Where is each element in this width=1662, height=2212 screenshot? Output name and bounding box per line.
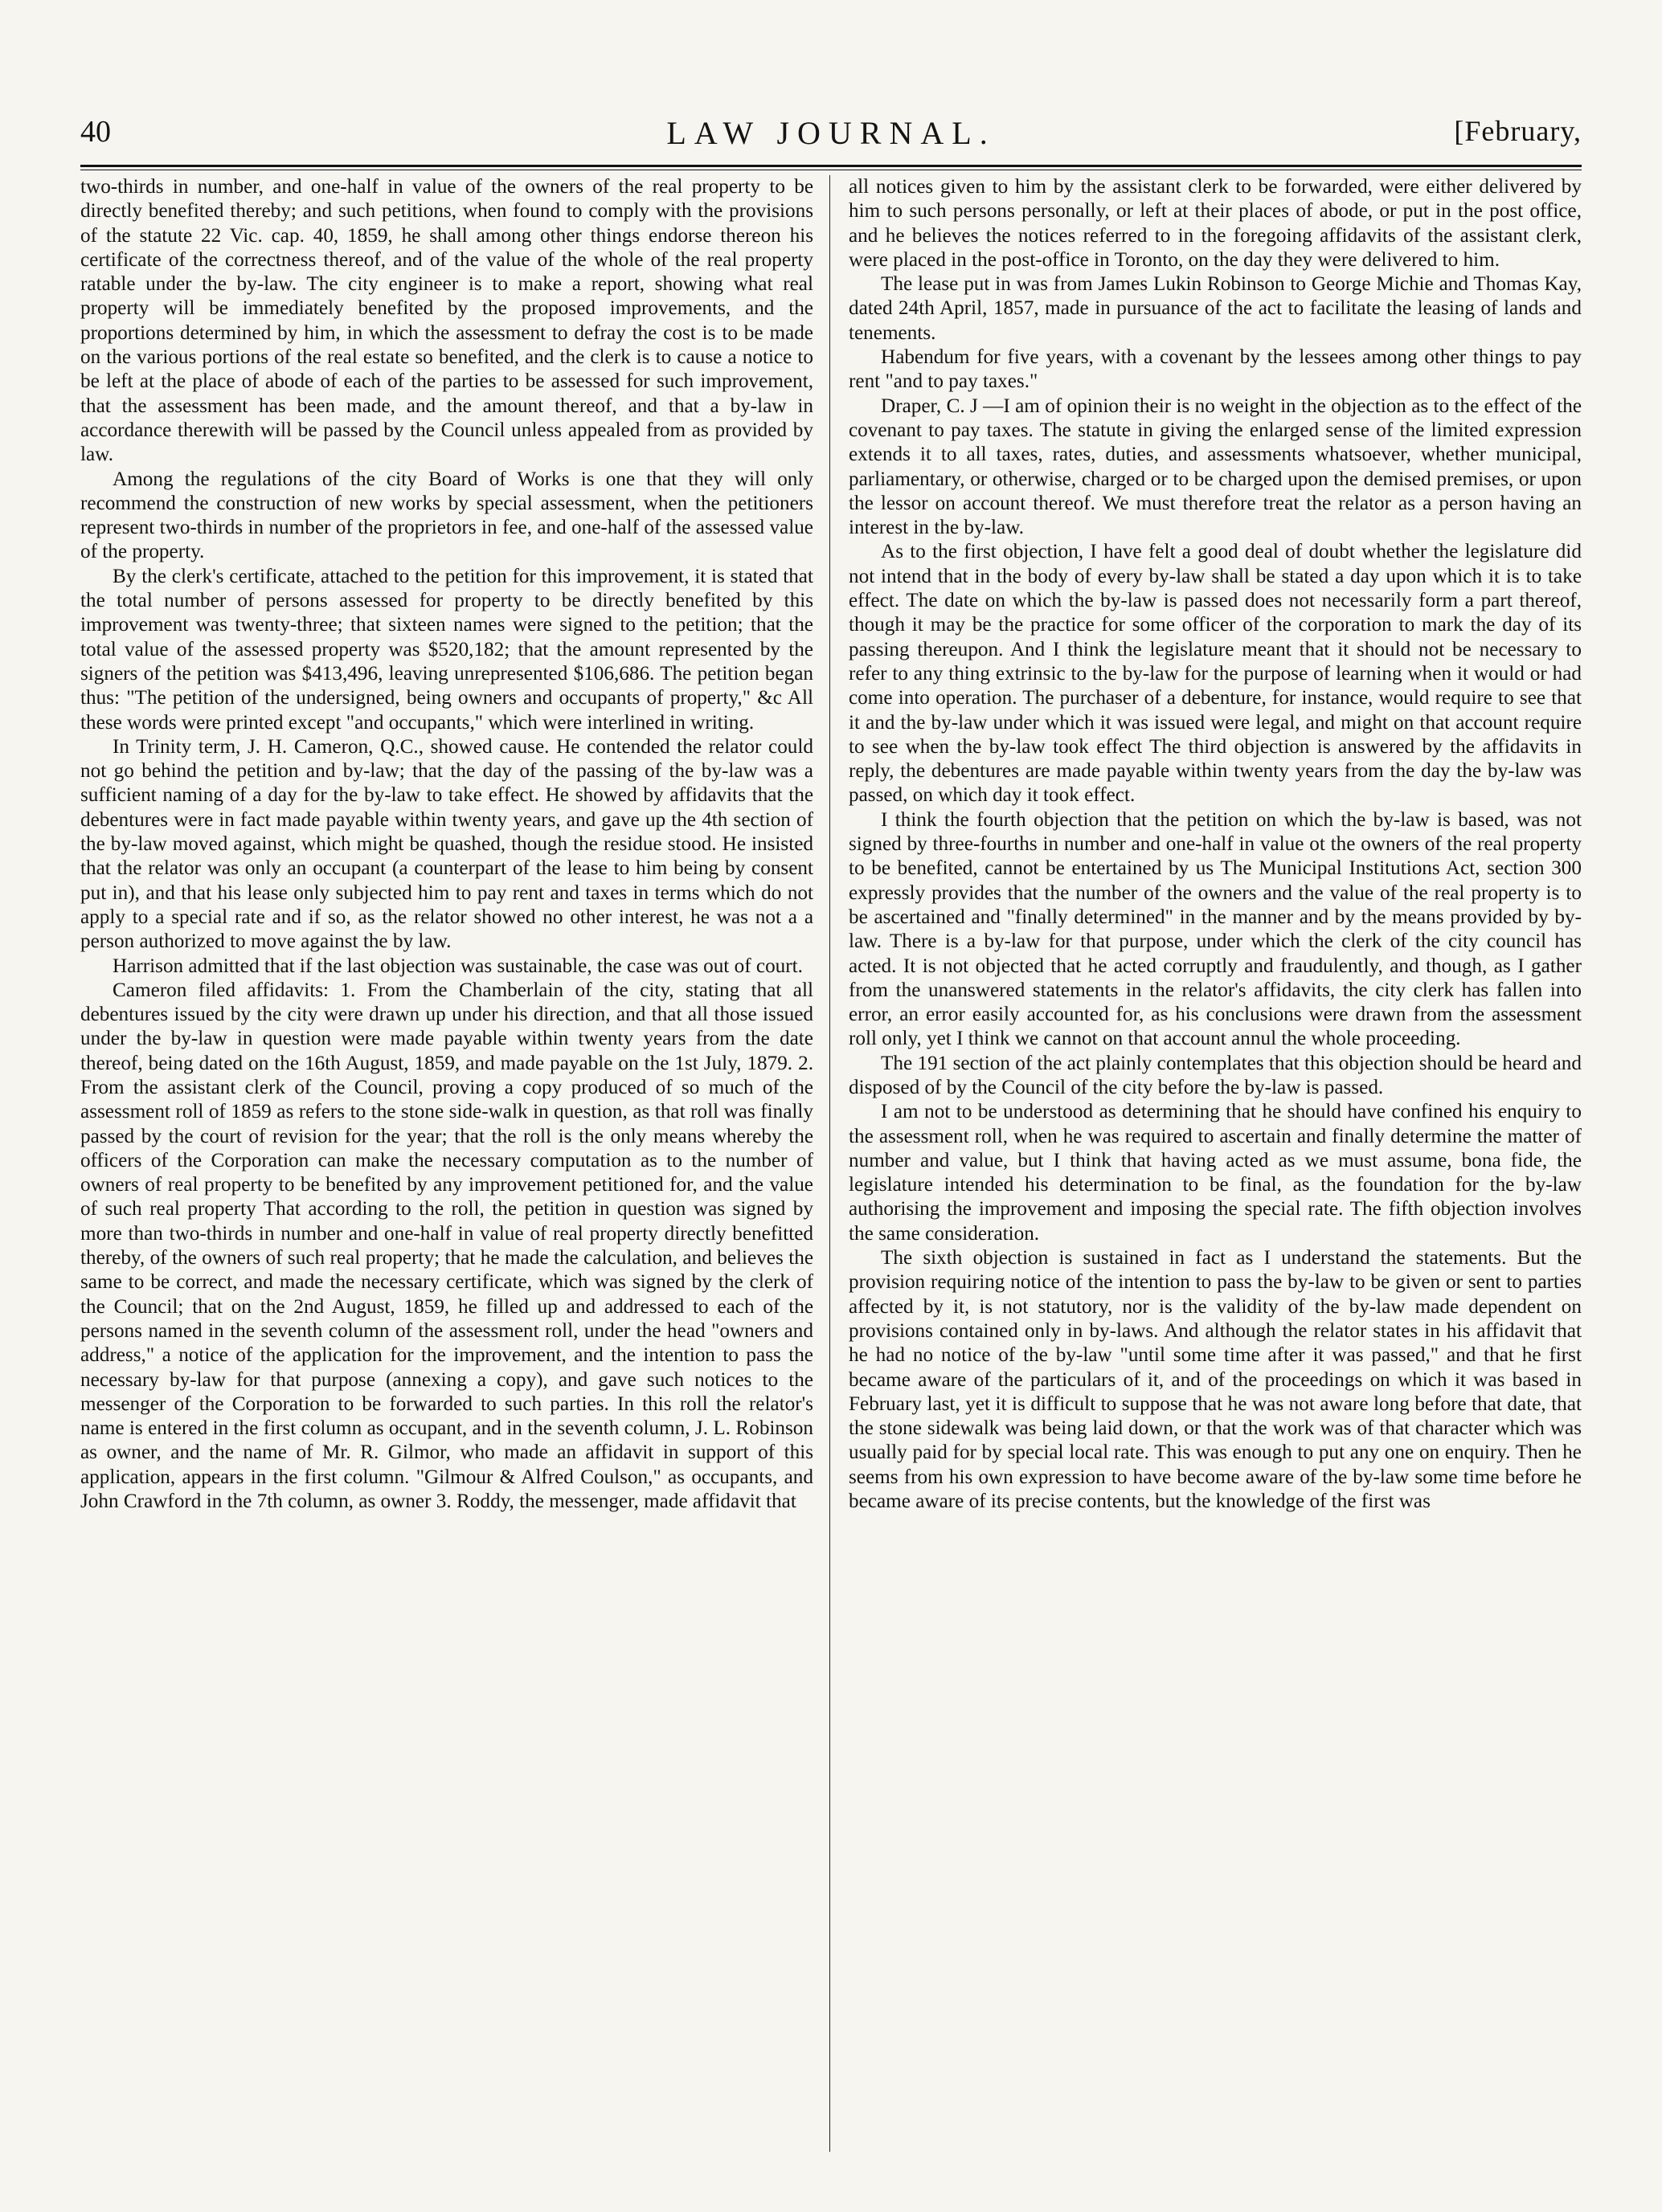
journal-title: LAW JOURNAL. — [666, 115, 996, 151]
paragraph: Habendum for five years, with a covenant by the lessees among other things to pay rent "and to pay taxes." — [849, 346, 1582, 393]
paragraph: Cameron filed affidavits: 1. From the Chamberlain of the city, stating that all debentures issued by the city were drawn up under his direction, and that all those issued under the by-law in question were made payable within twenty years from the date thereof, being dated on the 16th August, 1859, and made payable on the 1st July, 1879. 2. From the assistant clerk of the Council, proving a copy produced of so much of the assessment roll of 1859 as refers to the stone side-walk in question, as that roll was finally passed by the court of revision for the year; that the roll is the only means whereby the officers of the Corporation can make the necessary computation as to the number of owners of real property to be benefited by any improvement petitioned for, and the value of such real property That according to the roll, the petition in question was signed by more than two-thirds in number and one-half in value of real property directly benefitted thereby, of the owners of such real property; that he made the calculation, and believes the same to be correct, and made the necessary certificate, which was signed by the clerk of the Council; that on the 2nd August, 1859, he filled up and addressed to each of the persons named in the seventh column of the assessment roll, under the head "owners and address," a notice of the application for the improvement, and the intention to pass the necessary by-law for that purpose (annexing a copy), and gave such notices to the messenger of the Corporation to be forwarded to such parties. In this roll the relator's name is entered in the first column as occupant, and in the seventh column, J. L. Robinson as owner, and the name of Mr. R. Gilmor, who made an affidavit in support of this application, appears in the first column. "Gilmour & Alfred Coulson," as occupants, and John Crawford in the 7th column, as owner 3. Roddy, the messenger, made affidavit that — [80, 979, 813, 1513]
paragraph: I think the fourth objection that the petition on which the by-law is based, was not signed by three-fourths in number and one-half in value ot the owners of the real property to be benefited, cannot be entertained by us The Municipal Institutions Act, section 300 expressly provides that the number of the owners and the value of the real property is to be ascertained and "finally determined" in the manner and by the means provided by by-law. There is a by-law for that purpose, under which the clerk of the city council has acted. It is not objected that he acted corruptly and fraudulently, and though, as I gather from the unanswered statements in the relator's affidavits, the city clerk has fallen into error, an error easily accounted for, as his conclusions were drawn from the assessment roll only, yet I think we cannot on that account annul the whole proceeding. — [849, 808, 1582, 1050]
paragraph: Among the regulations of the city Board of Works is one that they will only recommend the construction of new works by special assessment, when the petitioners represent two-thirds in number of the proprietors in fee, and one-half of the assessed value of the property. — [80, 468, 813, 563]
left-column — [80, 175, 813, 1514]
header-rule — [80, 165, 1582, 170]
column-divider — [829, 175, 830, 2152]
paragraph: I am not to be understood as determining that he should have confined his enquiry to the assessment roll, when he was required to ascertain and finally determine the matter of number and value, but I think that having acted as we must assume, bona fide, the legislature intended his determination to be final, as the foundation for the by-law authorising the improvement and imposing the special rate. The fifth objection involves the same consideration. — [849, 1101, 1582, 1245]
paragraph: The sixth objection is sustained in fact as I understand the statements. But the provision requiring notice of the intention to pass the by-law to be given or sent to parties affected by it, is not statutory, nor is the validity of the by-law made dependent on provisions contained only in by-laws. And although the relator states in his affidavit that he had no notice of the by-law "until some time after it was passed," and that he first became aware of the particulars of it, and of the proceedings on which it was based in February last, yet it is difficult to suppose that he was not aware long before that date, that the stone sidewalk was being laid down, or that the work was of that character which was usually paid for by special local rate. This was enough to put any one on enquiry. Then he seems from his own expression to have become aware of the by-law some time before he became aware of its precise contents, but the knowledge of the first was — [849, 1247, 1582, 1513]
paragraph: Harrison admitted that if the last objection was sustainable, the case was out of court. — [113, 955, 803, 977]
text-columns — [80, 175, 1582, 2164]
paragraph: two-thirds in number, and one-half in value of the owners of the real property to be directly benefited thereby; and such petitions, when found to comply with the provisions of the statute 22 Vic. cap. 40, 1859, he shall among other things endorse thereon his certificate of the correctness thereof, and of the value of the whole of the real property ratable under the by-law. The city engineer is to make a report, showing what real property will be immediately benefited by the proposed improvements, and the proportions determined by him, in which the assessment to defray the cost is to be made on the various portions of the real estate so benefited, and the clerk is to cause a notice to be left at the place of abode of each of the parties to be assessed for such improvement, that the assessment has been made, and the amount thereof, and that a by-law in accordance therewith will be passed by the Council unless appealed from as provided by law. — [80, 176, 813, 466]
paragraph: Draper, C. J —I am of opinion their is no weight in the objection as to the effect of the covenant to pay taxes. The statute in giving the enlarged sense of the limited expression extends it to all taxes, rates, duties, and assessments whatsoever, whether municipal, parliamentary, or otherwise, charged or to be charged upon the demised premises, or upon the lessor on account thereof. We must therefore treat the relator as a person having an interest in the by-law. — [849, 395, 1582, 539]
paragraph: By the clerk's certificate, attached to the petition for this improvement, it is stated that the total number of persons assessed for property to be directly benefited by this improvement was twenty-three; that sixteen names were signed to the petition; that the total value of the assessed property was $520,182; that the amount represented by the signers of the petition was $413,496, leaving unrepresented $106,686. The petition began thus: "The petition of the undersigned, being owners and occupants of property," &c All these words were printed except "and occupants," which were interlined in writing. — [80, 565, 813, 734]
paragraph: In Trinity term, J. H. Cameron, Q.C., showed cause. He contended the relator could not go behind the petition and by-law; that the day of the passing of the by-law was a sufficient naming of a day for the by-law to take effect. He showed by affidavits that the debentures were in fact made payable within twenty years, and gave up the 4th section of the by-law moved against, which might be quashed, though the residue stood. He insisted that the relator was only an occupant (a counterpart of the lease to him being by consent put in), and that his lease only subjected him to pay rent and taxes in terms which do not apply to a special rate and if so, as the relator showed no other interest, he was not a a person authorized to move against the by law. — [80, 735, 813, 953]
paragraph: As to the first objection, I have felt a good deal of doubt whether the legislature did not intend that in the body of every by-law shall be stated a day upon which it is to take effect. The date on which the by-law is passed does not necessarily form a part thereof, though it may be the practice for some officer of the corporation to mark the day of its passing thereupon. And I think the legislature meant that it should not be necessary to refer to any thing extrinsic to the by-law for the purpose of learning when it would or had come into operation. The purchaser of a debenture, for instance, would require to see that it and the by-law under which it was issued were legal, and might on that account require to see when the by-law took effect The third objection is answered by the affidavits in reply, the debentures are made payable within twenty years from the day the by-law was passed, on which day it took effect. — [849, 541, 1582, 807]
page-header — [80, 114, 1582, 159]
running-head: [February, — [1454, 115, 1582, 147]
right-column — [849, 175, 1582, 1514]
paragraph: all notices given to him by the assistant clerk to be forwarded, were either delivered by him to such persons personally, or left at their places of abode, or put in the post office, and he believes the notices referred to in the foregoing affidavits of the assistant clerk, were placed in the post-office in Toronto, on the day they were delivered to him. — [849, 176, 1582, 271]
paragraph: The 191 section of the act plainly contemplates that this objection should be heard and disposed of by the Council of the city before the by-law is passed. — [849, 1052, 1582, 1098]
paragraph: The lease put in was from James Lukin Robinson to George Michie and Thomas Kay, dated 24th April, 1857, made in pursuance of the act to facilitate the leasing of lands and tenements. — [849, 273, 1582, 344]
page-number: 40 — [80, 115, 111, 149]
